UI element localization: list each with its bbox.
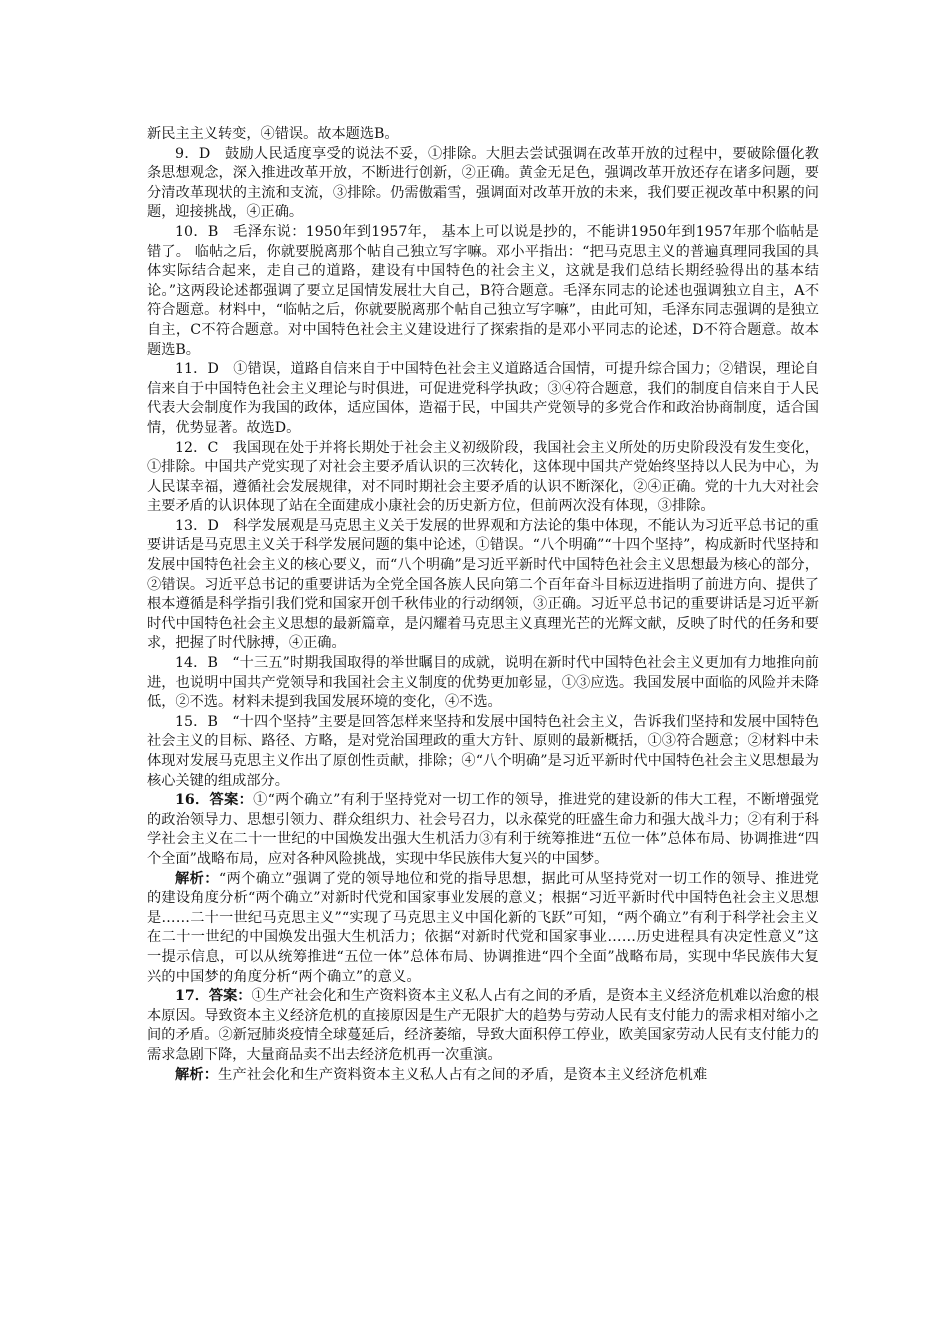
paragraph-text: “两个确立”强调了党的领导地位和党的指导思想，据此可从坚持党对一切工作的领导、推进党的建设角度分析“两个确立”对新时代党和国家事业发展的意义；根据“习近平新时代中国特色社会主义思想是……二十一世纪马克思主义”“实现了马克思主义中国化新的飞跃”可知，“两个确立”有利于科学社会主义在二十一世纪的中国焕发出强大生机活力；依据“对新时代党和国家事业……历史进程具有决定性意义”这一提示信息，可以从统筹推进“五位一体”总体布局、协调推进“四个全面”战略布局，实现中华民族伟大复兴的中国梦的角度分析“两个确立”的意义。 <box>147 870 819 985</box>
explanation-label: 解析： <box>175 870 219 887</box>
paragraph-text: ①“两个确立”有利于坚持党对一切工作的领导，推进党的建设新的伟大工程，不断增强党的政治领导力、思想引领力、群众组织力、社会号召力，以永葆党的旺盛生命力和强大战斗力；②有利于科学社会主义在二十一世纪的中国焕发出强大生机活力③有利于统筹推进“五位一体”总体布局、协调推进“四个全面”战略布局，应对各种风险挑战，实现中华民族伟大复兴的中国梦。 <box>147 792 819 867</box>
answer-9 <box>147 145 819 223</box>
paragraph-text: ①生产社会化和生产资料资本主义私人占有之间的矛盾，是资本主义经济危机难以治愈的根本原因。导致资本主义经济危机的直接原因是生产无限扩大的趋势与劳动人民有支付能力的需求相对缩小之间的矛盾。②新冠肺炎疫情全球蔓延后，经济萎缩，导致大面积停工停业，欧美国家劳动人民有支付能力的需求急剧下降，大量商品卖不出去经济危机再一次重演。 <box>147 988 820 1063</box>
paragraph-text: 10．B 毛泽东说：1950年到1957年， 基本上可以说是抄的，不能讲1950年到1957年那个临帖是错了。 临帖之后，你就要脱离那个帖自己独立写字嘛。邓小平指出：“把马克思主义的普遍真理同我国的具体实际结合起来，走自己的道路，建设有中国特色的社会主义，这就是我们总结长期经验得出的基本结论。”这两段论述都强调了要立足国情发展壮大自己，B符合题意。毛泽东同志的论述也强调独立自主，A不符合题意。材料中，“临帖之后，你就要脱离那个帖自己独立写字嘛”，由此可知，毛泽东同志强调的是独立自主，C不符合题意。对中国特色社会主义建设进行了探索指的是邓小平同志的论述，D不符合题意。故本题选B。 <box>147 223 819 358</box>
answer-label: 17．答案： <box>175 988 252 1005</box>
answer-12 <box>147 439 819 517</box>
answer-13 <box>147 517 819 654</box>
answer-16 <box>147 791 819 869</box>
answer-14 <box>147 654 819 713</box>
paragraph-text: 15．B “十四个坚持”主要是回答怎样来坚持和发展中国特色社会主义，告诉我们坚持和发展中国特色社会主义的目标、路径、方略，是对党治国理政的重大方针、原则的最新概括，①③符合题意；②材料中未体现对发展马克思主义作出了原创性贡献，排除；④“八个明确”是习近平新时代中国特色社会主义思想最为核心关键的组成部分。 <box>147 713 819 789</box>
explanation-16 <box>147 870 819 988</box>
paragraph-continuation <box>147 125 819 145</box>
paragraph-text: 新民主主义转变，④错误。故本题选B。 <box>147 126 399 142</box>
answer-11 <box>147 360 819 438</box>
paragraph-text: 14．B “十三五”时期我国取得的举世瞩目的成就，说明在新时代中国特色社会主义更加有力地推向前进，也说明中国共产党领导和我国社会主义制度的优势更加彰显，①③应选。我国发展中面临的风险并未降低，②不选。材料未提到我国发展环境的变化，④不选。 <box>147 655 819 711</box>
answer-17 <box>147 987 819 1065</box>
explanation-17 <box>147 1066 819 1086</box>
answer-15 <box>147 713 819 791</box>
document-page <box>147 125 819 1085</box>
paragraph-text: 13．D 科学发展观是马克思主义关于发展的世界观和方法论的集中体现，不能认为习近平总书记的重要讲话是马克思主义关于科学发展问题的集中论述，①错误。“八个明确”“十四个坚持”，构成新时代坚持和发展中国特色社会主义的核心要义，而“八个明确”是习近平新时代中国特色社会主义思想最为核心的部分，②错误。习近平总书记的重要讲话为全党全国各族人民向第二个百年奋斗目标迈进指明了前进方向、提供了根本遵循是科学指引我们党和国家开创千秋伟业的行动纲领，③正确。习近平总书记的重要讲话是习近平新时代中国特色社会主义思想的最新篇章，是闪耀着马克思主义真理光芒的光辉文献，反映了时代的任务和要求，把握了时代脉搏，④正确。 <box>147 517 819 652</box>
paragraph-text: 生产社会化和生产资料资本主义私人占有之间的矛盾，是资本主义经济危机难 <box>218 1066 708 1083</box>
paragraph-text: 9．D 鼓励人民适度享受的说法不妥，①排除。大胆去尝试强调在改革开放的过程中，要破除僵化教条思想观念，深入推进改革开放，不断进行创新，②正确。黄金无足色，强调改革开放还存在诸多问题，要分清改革现状的主流和支流，③排除。仍需傲霜雪，强调面对改革开放的未来，我们要正视改革中积累的问题，迎接挑战，④正确。 <box>147 145 819 221</box>
answer-10 <box>147 223 819 360</box>
answer-label: 16．答案： <box>175 792 254 809</box>
paragraph-text: 12．C 我国现在处于并将长期处于社会主义初级阶段，我国社会主义所处的历史阶段没有发生变化，①排除。中国共产党实现了对社会主要矛盾认识的三次转化，这体现中国共产党始终坚持以人民为中心，为人民谋幸福，遵循社会发展规律，对不同时期社会主要矛盾的认识不断深化，②④正确。党的十九大对社会主要矛盾的认识体现了站在全面建成小康社会的历史新方位，但前两次没有体现，③排除。 <box>147 439 819 515</box>
paragraph-text: 11．D ①错误，道路自信来自于中国特色社会主义道路适合国情，可提升综合国力；②错误，理论自信来自于中国特色社会主义理论与时俱进，可促进党科学执政；③④符合题意，我们的制度自信来自于人民代表大会制度作为我国的政体，适应国体，造福于民，中国共产党领导的多党合作和政治协商制度，适合国情，优势显著。故选D。 <box>147 361 819 436</box>
explanation-label: 解析： <box>175 1066 219 1083</box>
